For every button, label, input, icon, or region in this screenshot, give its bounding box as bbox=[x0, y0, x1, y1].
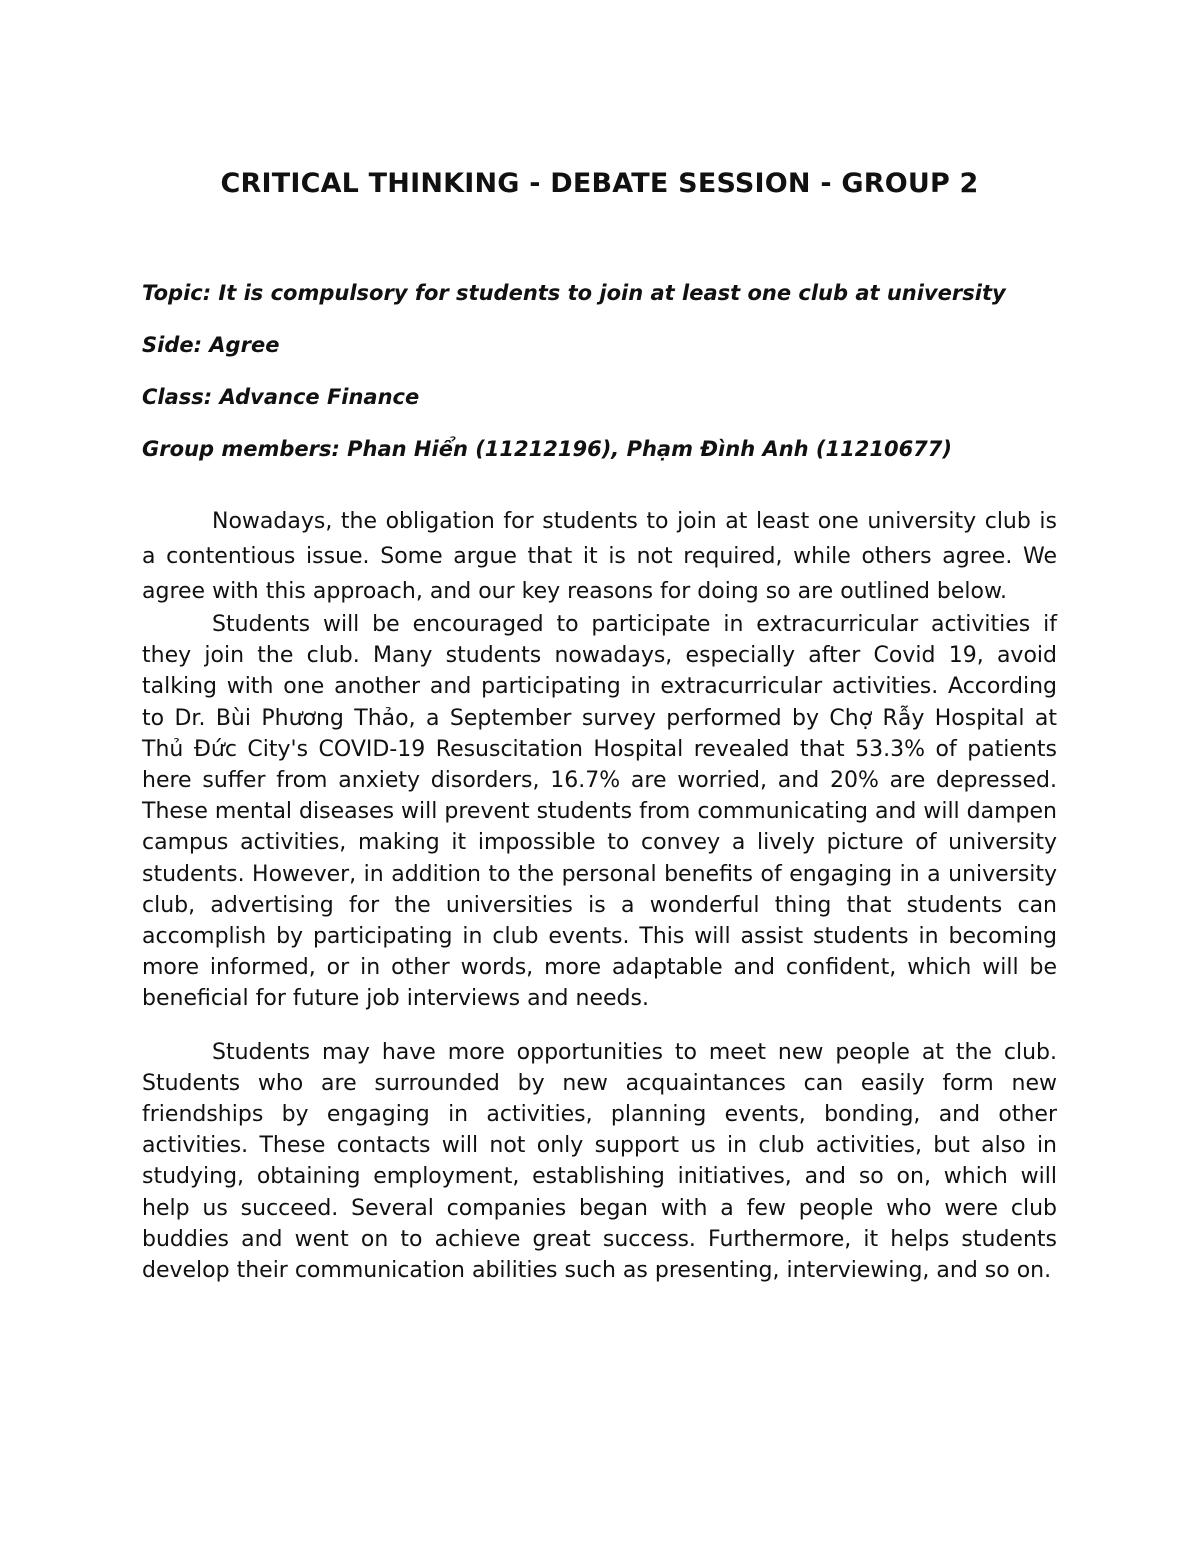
class-line: Class: Advance Finance bbox=[142, 385, 420, 409]
paragraph-meet-people: Students may have more opportunities to meet new people at the club. Students who are surrounded by new acquaintances can easily form new friendships by engaging in activities, planning events, bonding, and other activities. These contacts will not only support us in club activities, but also in studying, obtaining employment, establishing initiatives, and so on, which will help us succeed. Several companies began with a few people who were club buddies and went on to achieve great success. Furthermore, it helps students develop their communication abilities such as presenting, interviewing, and so on. bbox=[142, 1039, 1057, 1284]
topic-line: Topic: It is compulsory for students to join at least one club at university bbox=[142, 281, 1006, 305]
meta-block bbox=[142, 278, 1057, 486]
side-line: Side: Agree bbox=[142, 333, 280, 357]
group-members-line: Group members: Phan Hiển (11212196), Phạm Đình Anh (11210677) bbox=[142, 437, 953, 461]
paragraph-intro: Nowadays, the obligation for students to join at least one university club is a contentious issue. Some argue that it is not required, while others agree. We agree with this approach, and our key reasons for doing so are outlined below. bbox=[142, 509, 1057, 604]
body-text bbox=[142, 504, 1057, 1286]
document-title: CRITICAL THINKING - DEBATE SESSION - GROUP 2 bbox=[220, 168, 979, 199]
paragraph-extracurricular: Students will be encouraged to participate in extracurricular activities if they join the club. Many students nowadays, especially after Covid 19, avoid talking with one another and participating in extracurricular activities. According to Dr. Bùi Phương Thảo, a September survey performed by Chợ Rẫy Hospital at Thủ Đức City's COVID-19 Resuscitation Hospital revealed that 53.3% of patients here suffer from anxiety disorders, 16.7% are worried, and 20% are depressed. These mental diseases will prevent students from communicating and will dampen campus activities, making it impossible to convey a lively picture of university students. However, in addition to the personal benefits of engaging in a university club, advertising for the universities is a wonderful thing that students can accomplish by participating in club events. This will assist students in becoming more informed, or in other words, more adaptable and confident, which will be beneficial for future job interviews and needs. bbox=[142, 612, 1057, 1012]
